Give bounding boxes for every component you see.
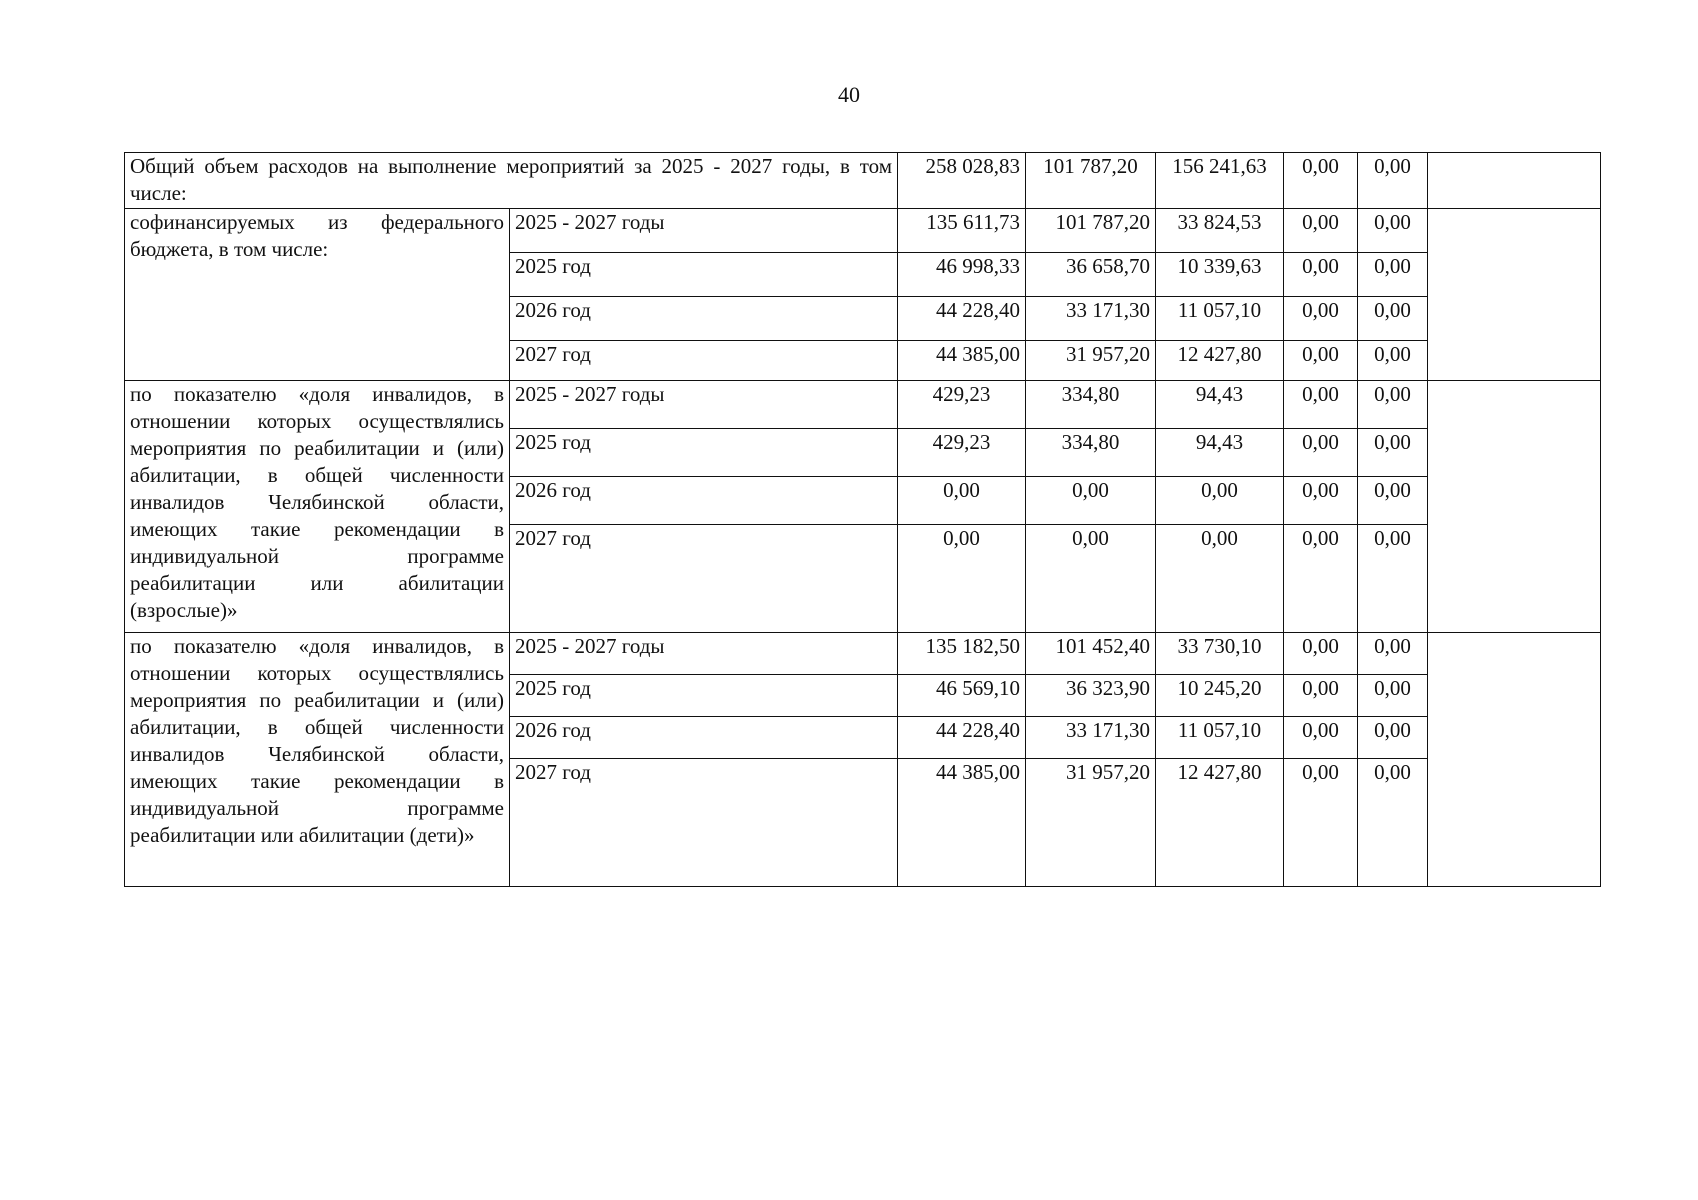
cell-value: 36 658,70 [1026,253,1156,297]
cell-value: 0,00 [1156,477,1284,525]
cell-value: 0,00 [1358,633,1428,675]
group-label: по показателю «доля инвалидов, в отношении которых осуществлялись мероприятия по реабилитации и (или) абилитации, в общей численности инвалидов Челябинской области, имеющих такие рекомендации в индивидуальной программе реабилитации или абилитации (взрослые)» [125,381,510,633]
cell-value: 44 228,40 [898,717,1026,759]
cell-value: 101 452,40 [1026,633,1156,675]
cell-value: 334,80 [1026,381,1156,429]
cell-value: 429,23 [898,429,1026,477]
cell-value: 44 385,00 [898,759,1026,887]
cell-value: 0,00 [1358,341,1428,381]
period-label: 2025 год [510,253,898,297]
period-label: 2027 год [510,341,898,381]
cell-value: 0,00 [1284,381,1358,429]
cell-value: 11 057,10 [1156,297,1284,341]
cell-value: 33 171,30 [1026,297,1156,341]
group-label: по показателю «доля инвалидов, в отношении которых осуществлялись мероприятия по реабилитации и (или) абилитации, в общей численности инвалидов Челябинской области, имеющих такие рекомендации в индивидуальной программе реабилитации или абилитации (дети)» [125,633,510,887]
cell-value: 0,00 [1284,525,1358,633]
table-row [125,381,1601,429]
table-row-total [125,153,1601,209]
cell-value: 135 611,73 [898,209,1026,253]
cell-value: 11 057,10 [1156,717,1284,759]
period-label: 2025 - 2027 годы [510,381,898,429]
cell-value: 33 824,53 [1156,209,1284,253]
period-label: 2025 год [510,675,898,717]
cell-value: 33 171,30 [1026,717,1156,759]
cell-value: 0,00 [1358,525,1428,633]
cell-value: 94,43 [1156,381,1284,429]
cell-value: 46 569,10 [898,675,1026,717]
cell-value: 0,00 [898,477,1026,525]
cell-value: 0,00 [1284,675,1358,717]
cell-value: 12 427,80 [1156,759,1284,887]
cell-value: 0,00 [1026,477,1156,525]
cell-empty [1428,633,1601,887]
cell-value: 10 339,63 [1156,253,1284,297]
cell-value: 44 228,40 [898,297,1026,341]
cell-value: 0,00 [1284,429,1358,477]
cell-value: 33 730,10 [1156,633,1284,675]
period-label: 2027 год [510,525,898,633]
cell-value: 36 323,90 [1026,675,1156,717]
period-label: 2025 - 2027 годы [510,209,898,253]
cell-value: 0,00 [1358,253,1428,297]
cell-value: 101 787,20 [1026,153,1156,209]
cell-value: 0,00 [1358,477,1428,525]
cell-value: 0,00 [898,525,1026,633]
cell-value: 101 787,20 [1026,209,1156,253]
cell-value: 0,00 [1358,297,1428,341]
cell-value: 94,43 [1156,429,1284,477]
table-row [125,209,1601,253]
cell-value: 46 998,33 [898,253,1026,297]
cell-value: 0,00 [1284,297,1358,341]
cell-value: 0,00 [1358,209,1428,253]
cell-value: 156 241,63 [1156,153,1284,209]
cell-value: 0,00 [1284,209,1358,253]
period-label: 2027 год [510,759,898,887]
cell-value: 258 028,83 [898,153,1026,209]
cell-value: 31 957,20 [1026,341,1156,381]
cell-value: 44 385,00 [898,341,1026,381]
cell-value: 31 957,20 [1026,759,1156,887]
period-label: 2026 год [510,477,898,525]
group-label: софинансируемых из федерального бюджета, в том числе: [125,209,510,381]
cell-value: 0,00 [1358,381,1428,429]
cell-value: 12 427,80 [1156,341,1284,381]
page-number: 40 [838,82,860,107]
period-label: 2025 - 2027 годы [510,633,898,675]
period-label: 2025 год [510,429,898,477]
budget-table [124,152,1601,887]
cell-value: 0,00 [1284,717,1358,759]
cell-value: 429,23 [898,381,1026,429]
cell-value: 0,00 [1284,253,1358,297]
cell-value: 0,00 [1358,153,1428,209]
cell-value: 0,00 [1026,525,1156,633]
cell-value: 10 245,20 [1156,675,1284,717]
total-label: Общий объем расходов на выполнение мероприятий за 2025 - 2027 годы, в том числе: [125,153,898,209]
period-label: 2026 год [510,717,898,759]
period-label: 2026 год [510,297,898,341]
cell-empty [1428,381,1601,633]
cell-value: 334,80 [1026,429,1156,477]
cell-empty [1428,153,1601,209]
cell-value: 0,00 [1284,477,1358,525]
cell-value: 0,00 [1358,429,1428,477]
cell-value: 0,00 [1284,153,1358,209]
cell-value: 0,00 [1284,759,1358,887]
cell-value: 0,00 [1358,675,1428,717]
table-row [125,633,1601,675]
cell-value: 135 182,50 [898,633,1026,675]
cell-empty [1428,209,1601,381]
cell-value: 0,00 [1358,759,1428,887]
cell-value: 0,00 [1284,341,1358,381]
cell-value: 0,00 [1284,633,1358,675]
cell-value: 0,00 [1156,525,1284,633]
cell-value: 0,00 [1358,717,1428,759]
